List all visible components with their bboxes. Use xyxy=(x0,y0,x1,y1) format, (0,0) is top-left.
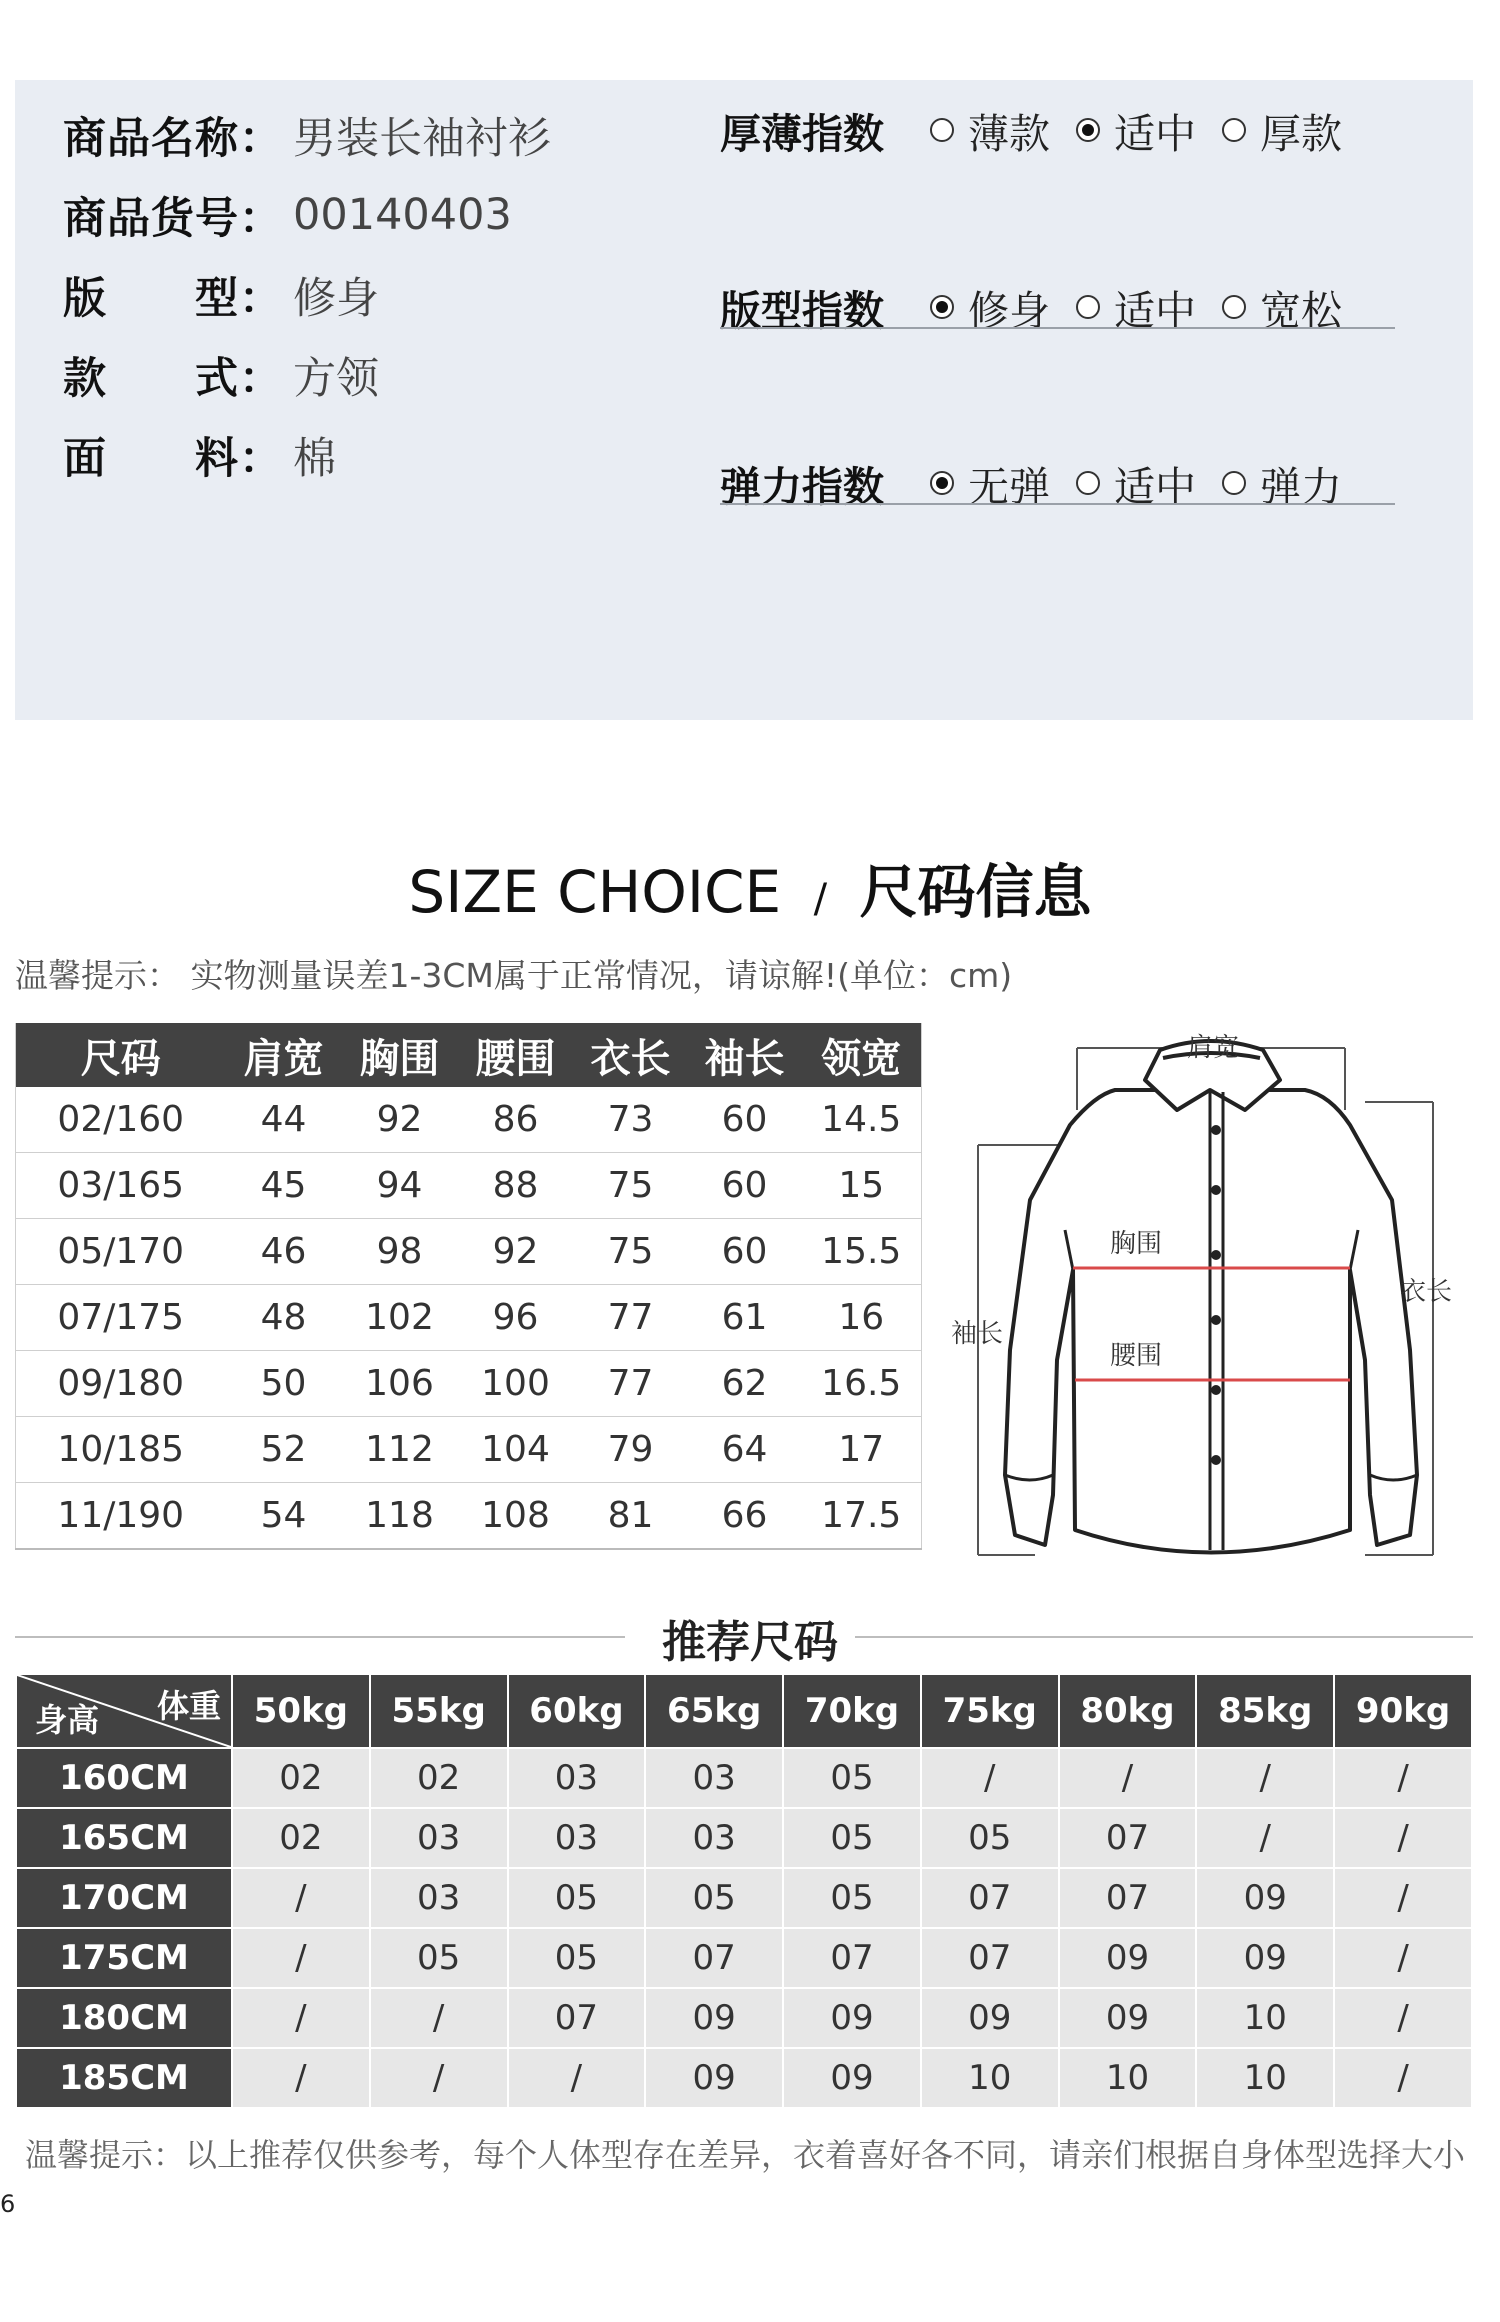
table-row xyxy=(16,1087,922,1153)
size-code-cell: 10/185 xyxy=(16,1417,226,1483)
size-value-cell: 104 xyxy=(458,1417,574,1483)
table-row xyxy=(16,1483,922,1550)
size-value-cell: 15.5 xyxy=(802,1219,922,1285)
recommend-size-cell: 05 xyxy=(921,1808,1059,1868)
recommend-size-cell: / xyxy=(232,1928,370,1988)
recommend-size-cell: 10 xyxy=(1196,1988,1334,2048)
radio-empty-icon xyxy=(1222,118,1246,142)
recommend-size-cell: 03 xyxy=(645,1748,783,1808)
size-header-cell: 尺码 xyxy=(16,1023,226,1087)
size-code-cell: 02/160 xyxy=(16,1087,226,1153)
product-info-value: 棉 xyxy=(293,433,336,484)
recommend-size-cell: 05 xyxy=(783,1868,921,1928)
product-info-label: 款 式： xyxy=(63,353,283,404)
size-value-cell: 46 xyxy=(226,1219,342,1285)
size-value-cell: 62 xyxy=(688,1351,802,1417)
product-info-label: 面 料： xyxy=(63,433,283,484)
size-value-cell: 92 xyxy=(458,1219,574,1285)
recommend-size-cell: 07 xyxy=(921,1928,1059,1988)
recommend-size-cell: 02 xyxy=(232,1808,370,1868)
index-option xyxy=(930,101,1050,160)
size-value-cell: 75 xyxy=(574,1219,688,1285)
size-header-cell: 肩宽 xyxy=(226,1023,342,1087)
recommend-size-cell: / xyxy=(232,1988,370,2048)
product-info-label: 商品名称： xyxy=(63,113,283,164)
radio-empty-icon xyxy=(1076,471,1100,495)
radio-empty-icon xyxy=(1222,471,1246,495)
index-option-label: 适中 xyxy=(1114,286,1196,335)
size-code-cell: 09/180 xyxy=(16,1351,226,1417)
recommend-size-cell: 02 xyxy=(232,1748,370,1808)
product-info-value: 男装长袖衬衫 xyxy=(293,113,551,164)
recommend-header xyxy=(16,1674,1472,1748)
size-code-cell: 03/165 xyxy=(16,1153,226,1219)
length-label: 衣长 xyxy=(1400,1276,1453,1306)
weight-header-cell: 85kg xyxy=(1196,1674,1334,1748)
recommend-size-cell: 07 xyxy=(1059,1808,1197,1868)
index-option-label: 适中 xyxy=(1114,462,1196,511)
weight-header-cell: 75kg xyxy=(921,1674,1059,1748)
recommend-size-cell: 05 xyxy=(508,1928,646,1988)
product-info-value: 00140403 xyxy=(293,190,512,240)
recommend-size-cell: / xyxy=(921,1748,1059,1808)
table-row xyxy=(16,1285,922,1351)
recommend-size-cell: / xyxy=(1334,1988,1472,2048)
product-info-panel xyxy=(15,80,1473,720)
index-option xyxy=(1076,101,1196,160)
radio-selected-icon xyxy=(930,295,954,319)
index-option xyxy=(1222,101,1342,160)
size-value-cell: 45 xyxy=(226,1153,342,1219)
size-value-cell: 17 xyxy=(802,1417,922,1483)
recommend-size-cell: / xyxy=(1334,1748,1472,1808)
index-divider xyxy=(720,503,1395,505)
size-title-en: SIZE CHOICE xyxy=(408,858,782,926)
recommend-size-cell: / xyxy=(370,2048,508,2108)
product-info-label: 商品货号： xyxy=(63,193,283,244)
recommend-size-cell: 03 xyxy=(508,1808,646,1868)
index-label: 厚薄指数 xyxy=(720,109,884,158)
height-header-cell: 160CM xyxy=(16,1748,232,1808)
recommend-size-cell: 10 xyxy=(1059,2048,1197,2108)
table-row xyxy=(16,1219,922,1285)
size-value-cell: 64 xyxy=(688,1417,802,1483)
table-row xyxy=(16,1351,922,1417)
recommend-note: 温馨提示：以上推荐仅供参考，每个人体型存在差异，衣着喜好各不同，请亲们根据自身体型选择大小 xyxy=(25,2136,1466,2174)
recommend-size-cell: / xyxy=(370,1988,508,2048)
recommend-size-cell: / xyxy=(1059,1748,1197,1808)
recommend-size-cell: 09 xyxy=(1196,1868,1334,1928)
size-header-cell: 袖长 xyxy=(688,1023,802,1087)
recommend-size-cell: 09 xyxy=(645,2048,783,2108)
size-value-cell: 52 xyxy=(226,1417,342,1483)
product-info-value: 修身 xyxy=(293,273,379,324)
recommend-size-cell: 07 xyxy=(1059,1868,1197,1928)
recommend-size-cell: 05 xyxy=(370,1928,508,1988)
height-header-cell: 180CM xyxy=(16,1988,232,2048)
size-note: 温馨提示： 实物测量误差1-3CM属于正常情况，请谅解!(单位：cm) xyxy=(15,956,1013,995)
size-value-cell: 66 xyxy=(688,1483,802,1550)
radio-selected-icon xyxy=(1076,118,1100,142)
recommend-size-cell: / xyxy=(1334,2048,1472,2108)
table-row xyxy=(16,1748,1472,1808)
shirt-measurement-diagram xyxy=(945,1020,1480,1575)
size-value-cell: 77 xyxy=(574,1351,688,1417)
size-code-cell: 05/170 xyxy=(16,1219,226,1285)
weight-header-cell: 70kg xyxy=(783,1674,921,1748)
recommend-size-cell: / xyxy=(1334,1868,1472,1928)
table-row xyxy=(16,1988,1472,2048)
sleeve-label: 袖长 xyxy=(951,1318,1004,1348)
recommend-size-cell: 05 xyxy=(783,1748,921,1808)
table-row xyxy=(16,1808,1472,1868)
size-title-zh: 尺码信息 xyxy=(859,858,1092,926)
table-row xyxy=(16,2048,1472,2108)
size-value-cell: 102 xyxy=(342,1285,458,1351)
size-value-cell: 96 xyxy=(458,1285,574,1351)
size-table xyxy=(15,1023,922,1550)
height-header-cell: 185CM xyxy=(16,2048,232,2108)
recommend-size-cell: 05 xyxy=(645,1868,783,1928)
radio-empty-icon xyxy=(1076,295,1100,319)
product-info-row xyxy=(63,345,379,405)
size-value-cell: 100 xyxy=(458,1351,574,1417)
height-header-cell: 170CM xyxy=(16,1868,232,1928)
recommend-size-cell: / xyxy=(232,2048,370,2108)
height-header-cell: 165CM xyxy=(16,1808,232,1868)
waist-label: 腰围 xyxy=(1110,1340,1163,1370)
size-value-cell: 73 xyxy=(574,1087,688,1153)
recommend-size-cell: 09 xyxy=(1059,1988,1197,2048)
product-info-label: 版 型： xyxy=(63,273,283,324)
size-value-cell: 81 xyxy=(574,1483,688,1550)
table-row xyxy=(16,1153,922,1219)
weight-header-cell: 65kg xyxy=(645,1674,783,1748)
recommend-size-cell: 09 xyxy=(783,1988,921,2048)
radio-selected-icon xyxy=(930,471,954,495)
product-info-row xyxy=(63,105,551,165)
size-value-cell: 79 xyxy=(574,1417,688,1483)
size-header-cell: 领宽 xyxy=(802,1023,922,1087)
size-value-cell: 16.5 xyxy=(802,1351,922,1417)
weight-header-cell: 50kg xyxy=(232,1674,370,1748)
recommend-size-cell: 09 xyxy=(1059,1928,1197,1988)
index-option-label: 薄款 xyxy=(968,109,1050,158)
recommend-size-cell: 10 xyxy=(921,2048,1059,2108)
recommend-size-cell: 03 xyxy=(370,1868,508,1928)
recommend-size-cell: / xyxy=(1334,1928,1472,1988)
index-row xyxy=(720,100,1368,160)
weight-header-cell: 55kg xyxy=(370,1674,508,1748)
size-header-cell: 胸围 xyxy=(342,1023,458,1087)
table-row xyxy=(16,1417,922,1483)
product-info-row xyxy=(63,425,336,485)
radio-empty-icon xyxy=(930,118,954,142)
size-value-cell: 86 xyxy=(458,1087,574,1153)
page-number: 6 xyxy=(0,2190,16,2218)
size-value-cell: 94 xyxy=(342,1153,458,1219)
size-value-cell: 106 xyxy=(342,1351,458,1417)
size-title-separator: / xyxy=(813,876,828,922)
size-value-cell: 60 xyxy=(688,1153,802,1219)
recommend-size-cell: 07 xyxy=(783,1928,921,1988)
height-header-cell: 175CM xyxy=(16,1928,232,1988)
recommend-size-cell: / xyxy=(232,1868,370,1928)
recommend-size-cell: / xyxy=(1334,1808,1472,1868)
size-header-cell: 衣长 xyxy=(574,1023,688,1087)
product-info-value: 方领 xyxy=(293,353,379,404)
recommend-size-cell: / xyxy=(508,2048,646,2108)
index-option-label: 弹力 xyxy=(1260,462,1342,511)
recommend-size-cell: 03 xyxy=(645,1808,783,1868)
size-value-cell: 60 xyxy=(688,1087,802,1153)
size-value-cell: 15 xyxy=(802,1153,922,1219)
table-row xyxy=(16,1868,1472,1928)
recommend-size-cell: 05 xyxy=(508,1868,646,1928)
size-code-cell: 11/190 xyxy=(16,1483,226,1550)
size-value-cell: 54 xyxy=(226,1483,342,1550)
product-info-row xyxy=(63,185,512,245)
size-value-cell: 118 xyxy=(342,1483,458,1550)
recommend-size-cell: 09 xyxy=(921,1988,1059,2048)
recommend-size-cell: 03 xyxy=(370,1808,508,1868)
index-option-label: 厚款 xyxy=(1260,109,1342,158)
size-value-cell: 112 xyxy=(342,1417,458,1483)
size-value-cell: 98 xyxy=(342,1219,458,1285)
index-option-label: 修身 xyxy=(968,286,1050,335)
size-header-cell: 腰围 xyxy=(458,1023,574,1087)
size-value-cell: 61 xyxy=(688,1285,802,1351)
recommend-size-cell: 09 xyxy=(783,2048,921,2108)
recommend-size-cell: 02 xyxy=(370,1748,508,1808)
size-value-cell: 75 xyxy=(574,1153,688,1219)
recommend-size-cell: 09 xyxy=(645,1988,783,2048)
weight-header-cell: 80kg xyxy=(1059,1674,1197,1748)
size-value-cell: 60 xyxy=(688,1219,802,1285)
recommend-size-cell: / xyxy=(1196,1808,1334,1868)
size-value-cell: 14.5 xyxy=(802,1087,922,1153)
size-value-cell: 17.5 xyxy=(802,1483,922,1550)
recommend-size-cell: 07 xyxy=(508,1988,646,2048)
radio-empty-icon xyxy=(1222,295,1246,319)
recommend-size-cell: / xyxy=(1196,1748,1334,1808)
corner-height-label: 身高 xyxy=(35,1701,100,1739)
recommend-size-cell: 07 xyxy=(645,1928,783,1988)
recommend-size-cell: 07 xyxy=(921,1868,1059,1928)
size-value-cell: 92 xyxy=(342,1087,458,1153)
size-value-cell: 77 xyxy=(574,1285,688,1351)
size-value-cell: 16 xyxy=(802,1285,922,1351)
corner-weight-label: 体重 xyxy=(156,1687,221,1725)
recommend-size-cell: 05 xyxy=(783,1808,921,1868)
index-option-label: 无弹 xyxy=(968,462,1050,511)
recommend-size-cell: 09 xyxy=(1196,1928,1334,1988)
recommend-size-cell: 10 xyxy=(1196,2048,1334,2108)
recommend-size-cell: 03 xyxy=(508,1748,646,1808)
weight-header-cell: 90kg xyxy=(1334,1674,1472,1748)
recommend-table xyxy=(15,1673,1473,2109)
size-value-cell: 108 xyxy=(458,1483,574,1550)
product-info-row xyxy=(63,265,379,325)
recommend-title: 推荐尺码 xyxy=(662,1617,838,1668)
recommend-corner-cell xyxy=(16,1674,232,1748)
size-table-header xyxy=(16,1023,922,1087)
size-choice-title xyxy=(0,845,1500,929)
index-option-label: 宽松 xyxy=(1260,286,1342,335)
chest-label: 胸围 xyxy=(1110,1228,1163,1258)
index-option-label: 适中 xyxy=(1114,109,1196,158)
size-value-cell: 88 xyxy=(458,1153,574,1219)
weight-header-cell: 60kg xyxy=(508,1674,646,1748)
index-label: 弹力指数 xyxy=(720,462,884,511)
size-code-cell: 07/175 xyxy=(16,1285,226,1351)
size-value-cell: 48 xyxy=(226,1285,342,1351)
index-divider xyxy=(720,327,1395,329)
table-row xyxy=(16,1928,1472,1988)
index-label: 版型指数 xyxy=(720,286,884,335)
size-value-cell: 50 xyxy=(226,1351,342,1417)
size-value-cell: 44 xyxy=(226,1087,342,1153)
shoulder-label: 肩宽 xyxy=(1186,1032,1240,1062)
